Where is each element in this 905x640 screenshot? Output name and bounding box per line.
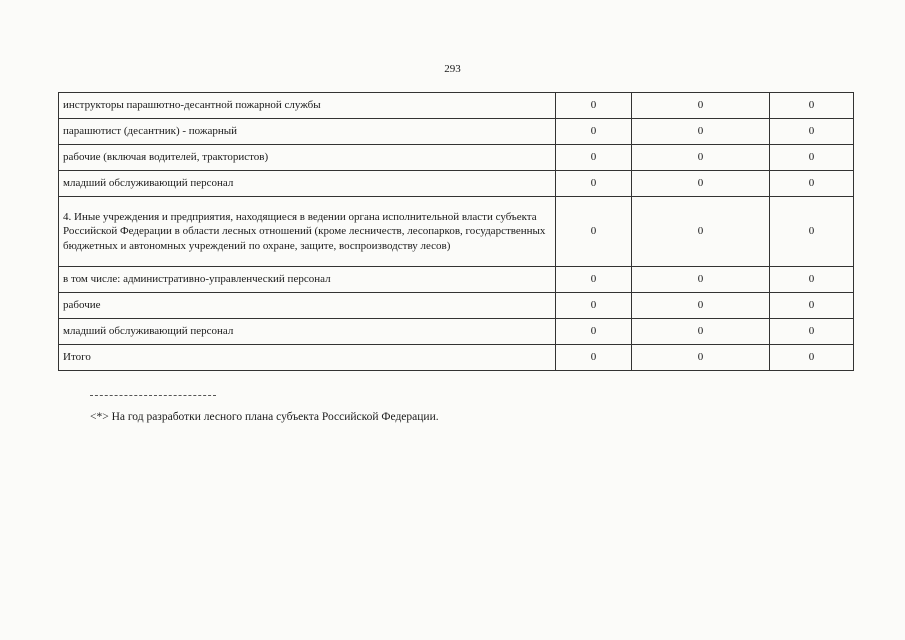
row-value: 0 bbox=[556, 293, 632, 319]
row-value: 0 bbox=[632, 267, 770, 293]
row-label: рабочие bbox=[59, 293, 556, 319]
row-value: 0 bbox=[632, 119, 770, 145]
row-value: 0 bbox=[770, 293, 854, 319]
table-row bbox=[59, 93, 854, 119]
table-row bbox=[59, 197, 854, 267]
row-value: 0 bbox=[632, 171, 770, 197]
row-value: 0 bbox=[632, 293, 770, 319]
page-number: 293 bbox=[444, 63, 461, 75]
row-value: 0 bbox=[770, 319, 854, 345]
footnote-text: <*> На год разработки лесного плана субъекта Российской Федерации. bbox=[90, 411, 439, 423]
row-value: 0 bbox=[770, 171, 854, 197]
table-row bbox=[59, 319, 854, 345]
row-value: 0 bbox=[556, 197, 632, 267]
row-label: младший обслуживающий персонал bbox=[59, 171, 556, 197]
row-value: 0 bbox=[556, 171, 632, 197]
row-value: 0 bbox=[556, 267, 632, 293]
table-row bbox=[59, 119, 854, 145]
row-value: 0 bbox=[770, 267, 854, 293]
row-value: 0 bbox=[556, 93, 632, 119]
row-value: 0 bbox=[770, 345, 854, 371]
row-label: младший обслуживающий персонал bbox=[59, 319, 556, 345]
staff-table bbox=[58, 92, 854, 371]
row-label: парашютист (десантник) - пожарный bbox=[59, 119, 556, 145]
row-value: 0 bbox=[770, 197, 854, 267]
row-label: инструкторы парашютно-десантной пожарной службы bbox=[59, 93, 556, 119]
footnote-divider bbox=[90, 395, 216, 396]
row-value: 0 bbox=[632, 145, 770, 171]
table-row-total bbox=[59, 345, 854, 371]
row-value: 0 bbox=[632, 319, 770, 345]
table-row bbox=[59, 145, 854, 171]
row-value: 0 bbox=[770, 93, 854, 119]
row-value: 0 bbox=[556, 345, 632, 371]
row-value: 0 bbox=[556, 119, 632, 145]
row-label: рабочие (включая водителей, трактористов) bbox=[59, 145, 556, 171]
row-label: Итого bbox=[59, 345, 556, 371]
row-value: 0 bbox=[632, 345, 770, 371]
table-row bbox=[59, 267, 854, 293]
row-value: 0 bbox=[632, 197, 770, 267]
row-value: 0 bbox=[770, 119, 854, 145]
row-label: 4. Иные учреждения и предприятия, находящиеся в ведении органа исполнительной власти субъекта Российской Федерации в области лесных отношений (кроме лесничеств, лесопарков, государственных бюджетных и автономных учреждений по охране, защите, воспроизводству лесов) bbox=[59, 197, 556, 267]
row-label: в том числе: административно-управленческий персонал bbox=[59, 267, 556, 293]
row-value: 0 bbox=[556, 145, 632, 171]
table-row bbox=[59, 171, 854, 197]
row-value: 0 bbox=[770, 145, 854, 171]
table-row bbox=[59, 293, 854, 319]
row-value: 0 bbox=[556, 319, 632, 345]
row-value: 0 bbox=[632, 93, 770, 119]
